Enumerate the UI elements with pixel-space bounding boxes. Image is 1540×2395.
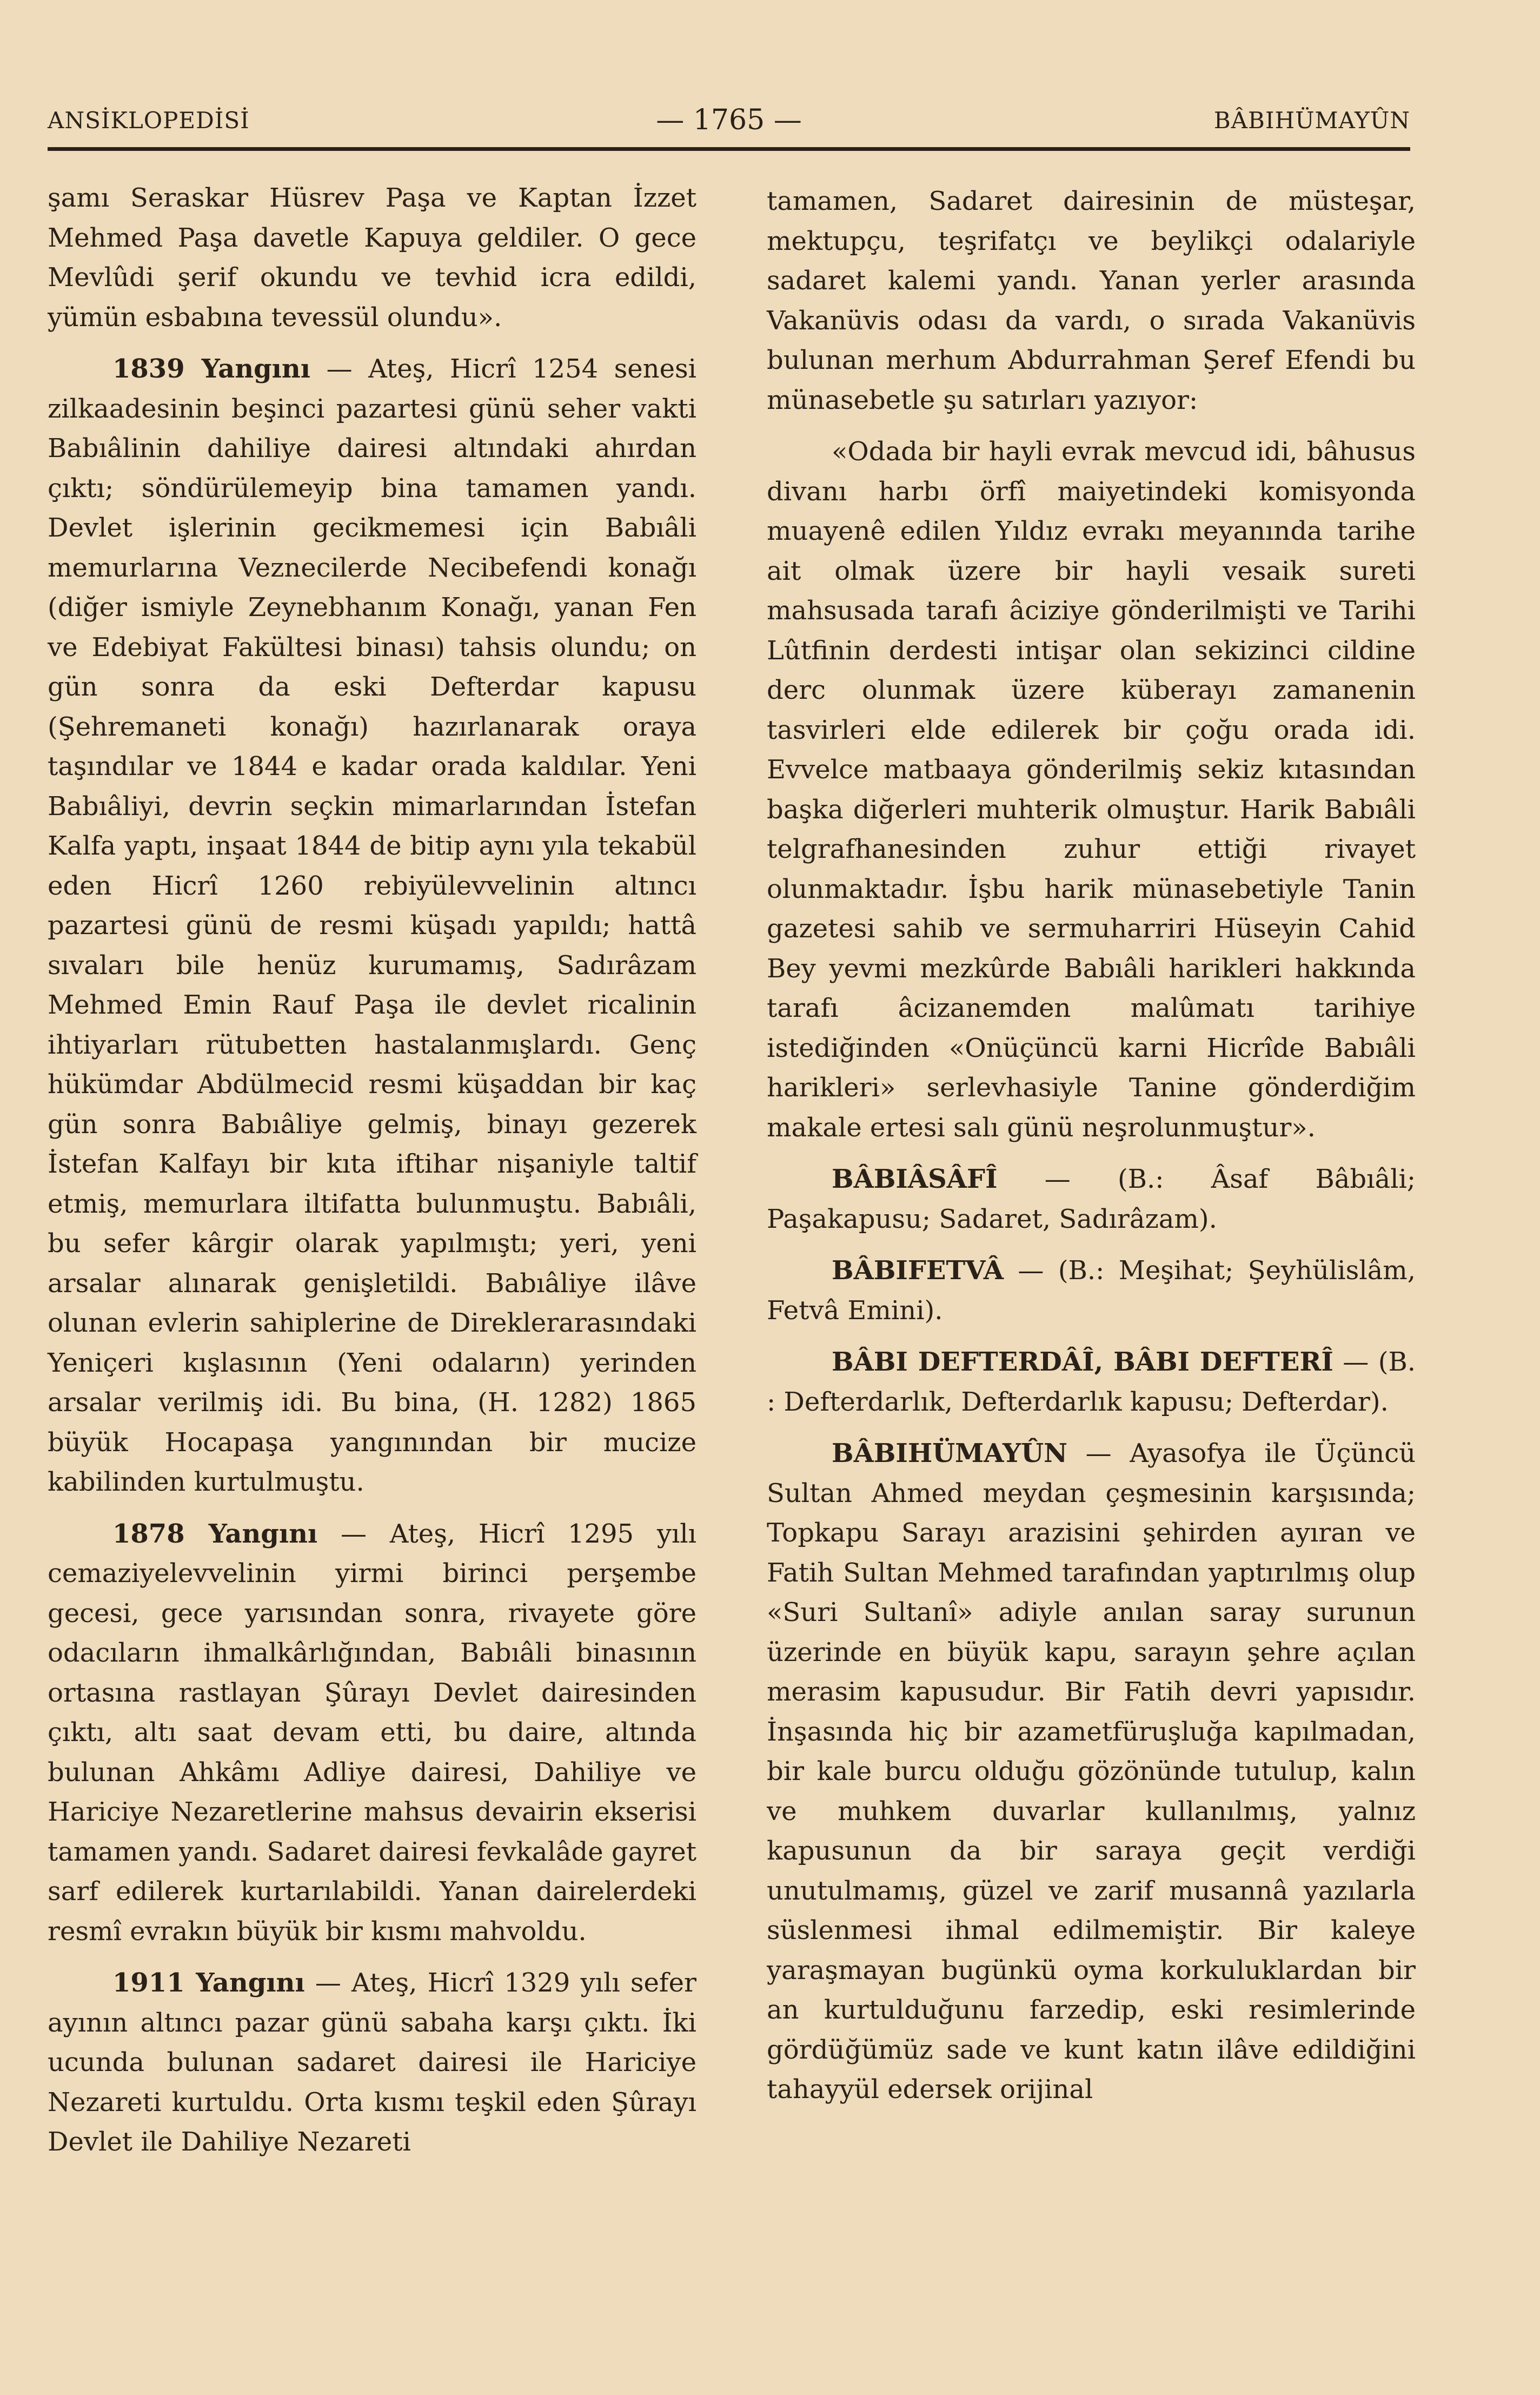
- entry-body: — Ayasofya ile Üçüncü Sultan Ahmed meydan çeşmesinin karşısında; Topkapu Sarayı arazisini şehirden ayıran ve Fatih Sultan Mehmed tarafından yaptırılmış olup «Suri Sultanî» adiyle anılan saray surunun üzerinde en büyük kapu, sarayın şehre açılan merasim kapusudur. Bir Fatih devri yapısıdır. İnşasında hiç bir azametfüruşluğa kapılmadan, bir kale burcu olduğu gözönünde tutulup, kalın ve muhkem duvarlar kullanılmış, yalnız kapusunun da bir saraya geçit verdiği unutulmamış, güzel ve zarif musannâ yazılarla süslenmesi ihmal edilmemiştir. Bir kaleye yaraşmayan bugünkü oyma korkuluklardan bir an kurtulduğunu farzedip, eski resimlerinde gördüğümüz sade ve kunt katın ilâve edildiğini tahayyül edersek orijinal: [767, 1438, 1416, 2105]
- entry-babiasafi: [767, 1160, 1416, 1239]
- section-heading: 1911 Yangını: [112, 1968, 305, 1998]
- running-head-entry: BÂBIHÜMAYÛN: [1213, 107, 1410, 134]
- section-heading: 1878 Yangını: [112, 1518, 318, 1549]
- paragraph-1839-fire: [48, 349, 696, 1503]
- entry-body: — (B.: Meşihat; Şeyhülislâm, Fetvâ Emini).: [767, 1255, 1416, 1326]
- paragraph-quotation: «Odada bir hayli evrak mevcud idi, bâhusus divanı harbı örfî maiyetindeki komisyonda muayenê edilen Yıldız evrakı meyanında tarihe ait olmak üzere bir hayli vesaik sureti mahsusada tarafı âciziye gönderilmişti ve Tarihi Lûtfinin derdesti intişar olan sekizinci cildine derc olunmak üzere küberayı zamanenin tasvirleri elde edilerek bir çoğu orada idi. Evvelce matbaaya gönderilmiş sekiz kıtasından başka diğerleri muhterik olmuştur. Harik Babıâli telgrafhanesinden zuhur ettiği rivayet olunmaktadır. İşbu harik münasebetiyle Tanin gazetesi sahib ve sermuharriri Hüseyin Cahid Bey yevmi mezkûrde Babıâli harikleri hakkında tarafı âcizanemden malûmatı tarihiye istediğinden «Onüçüncü karni Hicrîde Babıâli harikleri» serlevhasiyle Tanine gönderdiğim makale ertesi salı günü neşrolunmuştur».: [767, 436, 1416, 1143]
- entry-heading: BÂBIFETVÂ: [832, 1255, 1004, 1286]
- entry-babihumayun: [767, 1434, 1416, 2110]
- section-body: — Ateş, Hicrî 1254 senesi zilkaadesinin beşinci pazartesi günü seher vakti Babıâlinin dahiliye dairesi altındaki ahırdan çıktı; söndürülemeyip bina tamamen yandı. Devlet işlerinin gecikmemesi için Babıâli memurlarına Veznecilerde Necibefendi konağı (diğer ismiyle Zeynebhanım Konağı, yanan Fen ve Edebiyat Fakültesi binası) tahsis olundu; on gün sonra da eski Defterdar kapusu (Şehremaneti konağı) hazırlanarak oraya taşındılar ve 1844 e kadar orada kaldılar. Yeni Babıâliyi, devrin seçkin mimarlarından İstefan Kalfa yaptı, inşaat 1844 de bitip aynı yıla tekabül eden Hicrî 1260 rebiyülevvelinin altıncı pazartesi günü de resmi küşadı yapıldı; hattâ sıvaları bile henüz kurumamış, Sadırâzam Mehmed Emin Rauf Paşa ile devlet ricalinin ihtiyarları rütubetten hastalanmışlardı. Genç hükümdar Abdülmecid resmi küşaddan bir kaç gün sonra Babıâliye gelmiş, binayı gezerek İstefan Kalfayı bir kıta iftihar nişaniyle taltif etmiş, memurlara iltifatta bulunmuştu. Babıâli, bu sefer kârgir olarak yapılmıştı; yeri, yeni arsalar alınarak genişletildi. Babıâliye ilâve olunan evlerin sahiplerine de Direklerarasındaki Yeniçeri kışlasının (Yeni odaların) yerinden arsalar verilmiş idi. Bu bina, (H. 1282) 1865 büyük Hocapaşa yangınından bir mucize kabilinden kurtulmuştu.: [48, 354, 696, 1497]
- header-rule: [48, 147, 1410, 151]
- right-column: [767, 182, 1416, 2110]
- paragraph-continuation: tamamen, Sadaret dairesinin de müsteşar, mektupçu, teşrifatçı ve beylikçi odalariyle sadaret kalemi yandı. Yanan yerler arasında Vakanüvis odası da vardı, o sırada Vakanüvis bulunan merhum Abdurrahman Şeref Efendi bu münasebetle şu satırları yazıyor:: [767, 186, 1416, 415]
- running-head: [48, 102, 1410, 140]
- page-number: — 1765 —: [656, 104, 802, 136]
- entry-heading: BÂBIHÜMAYÛN: [832, 1438, 1068, 1468]
- entry-heading: BÂBI DEFTERDÂÎ, BÂBI DEFTERÎ: [832, 1347, 1333, 1377]
- section-body: — Ateş, Hicrî 1295 yılı cemaziyelevvelinin yirmi birinci perşembe gecesi, gece yarısından sonra, rivayete göre odacıların ihmalkârlığından, Babıâli binasının ortasına rastlayan Şûrayı Devlet dairesinden çıktı, altı saat devam etti, bu daire, altında bulunan Ahkâmı Adliye dairesi, Dahiliye ve Hariciye Nezaretlerine mahsus devairin ekserisi tamamen yandı. Sadaret dairesi fevkalâde gayret sarf edilerek kurtarılabildi. Yanan dairelerdeki resmî evrakın büyük bir kısmı mahvoldu.: [48, 1518, 696, 1947]
- entry-heading: BÂBIÂSÂFÎ: [832, 1164, 998, 1194]
- left-column: [48, 178, 696, 2162]
- entry-babi-defterdai: [767, 1342, 1416, 1422]
- paragraph-1878-fire: [48, 1514, 696, 1952]
- entry-body: — (B.: Âsaf Bâbıâli; Paşakapusu; Sadaret, Sadırâzam).: [767, 1164, 1416, 1234]
- entry-babifetva: [767, 1251, 1416, 1331]
- running-head-title: ANSİKLOPEDİSİ: [48, 107, 250, 134]
- paragraph-continuation: şamı Seraskar Hüsrev Paşa ve Kaptan İzzet Mehmed Paşa davetle Kapuya geldiler. O gece Mevlûdi şerif okundu ve tevhid icra edildi, yümün esbabına tevessül olundu».: [48, 183, 696, 333]
- paragraph-1911-fire: [48, 1963, 696, 2162]
- section-heading: 1839 Yangını: [112, 354, 311, 384]
- entry-body: — (B. : Defterdarlık, Defterdarlık kapusu; Defterdar).: [767, 1347, 1416, 1417]
- section-body: — Ateş, Hicrî 1329 yılı sefer ayının altıncı pazar günü sabaha karşı çıktı. İki ucunda bulunan sadaret dairesi ile Hariciye Nezareti kurtuldu. Orta kısmı teşkil eden Şûrayı Devlet ile Dahiliye Nezareti: [48, 1968, 696, 2157]
